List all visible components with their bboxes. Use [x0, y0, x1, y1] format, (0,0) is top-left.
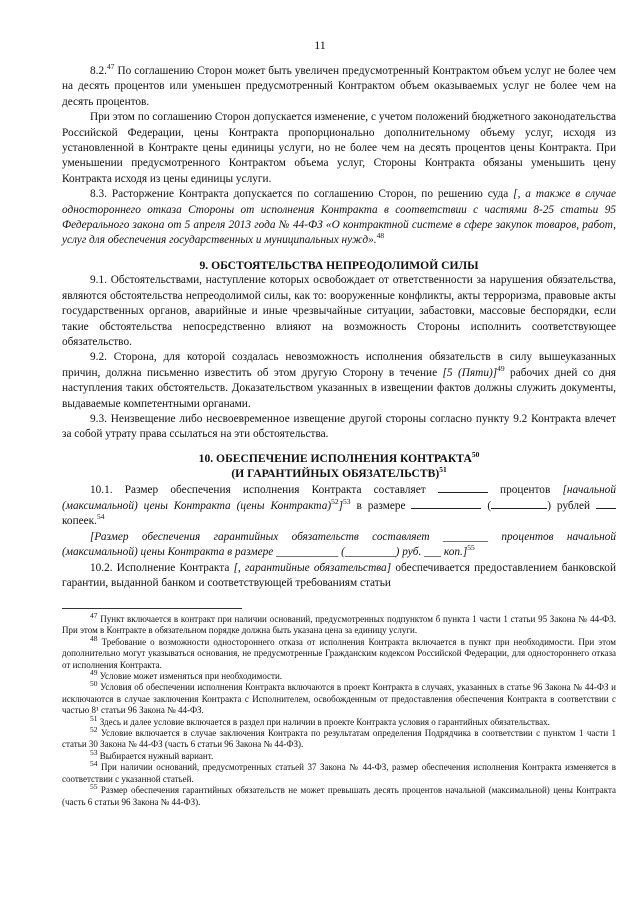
blank-amount-words-field — [491, 498, 547, 509]
footnote-ref: 52 — [331, 497, 339, 507]
footnote-ref: 48 — [376, 231, 385, 241]
paragraph-9-3: 9.3. Неизвещение либо несвоевременное извещение другой стороны согласно пункту 9.2 Контракта влечет за собой утрату права ссылаться на эти обстоятельства. — [62, 412, 616, 441]
blank-amount-field — [411, 498, 481, 509]
footnote-divider — [62, 608, 242, 609]
footnote: $^{47}$ Пункт включается в контракт при наличии оснований, предусмотренных подпунктом б пункта 1 части 1 статьи 95 Закона № 44-ФЗ. При этом в Контракте в обязательном порядке должна быть указана цена за единицу услуги. — [62, 611, 616, 636]
blank-kopeks-field — [596, 498, 616, 509]
clause-number: 8.2. — [90, 65, 107, 77]
footnote: $^{52}$ Условие включается в случае заключения Контракта по результатам определения Подрядчика в соответствии с пунктом 1 части 1 статьи 30 Закона № 44-ФЗ (часть 6 статьи 96 Закона № 44-ФЗ). — [62, 725, 616, 750]
paragraph-10-2: 10.2. Исполнение Контракта [, гарантийные обязательства] обеспечивается предоставлением банковской гарантии, выданной банком и соответствующей требованиям статьи — [62, 561, 616, 589]
paragraph-8-2: 8.2.47 По соглашению Сторон может быть увеличен предусмотренный Контрактом объем услуг не более чем на десять процентов или уменьшен предусмотренный Контрактом объем оказываемых услуг не более чем на десять процентов. — [62, 62, 616, 108]
footnote-ref: 54 — [96, 512, 105, 522]
footnote-ref: 47 — [106, 62, 115, 72]
footnote: $^{49}$ Условие может изменяться при необходимости. — [90, 668, 283, 682]
paragraph-9-1: 9.1. Обстоятельствами, наступление которых освобождает от ответственности за нарушения обязательства, являются обстоятельства непреодолимой силы, как то: вооруженные конфликты, акты терроризма, правовые акты государственных органов, аварийные и иные чрезвычайные ситуации, забастовки, массовые беспорядки, если такие обстоятельства непосредственно влияют на возможность Стороны исполнить соответствующее обязательство. — [62, 274, 616, 348]
footnote: $^{51}$ Здесь и далее условие включается в раздел при наличии в проекте Контракта условия о гарантийных обязательствах. — [90, 713, 550, 727]
italic-clause: [, а также в случае одностороннего отказа Стороны от исполнения Контракта в соответствии с частями 8-25 статьи 95 Федерального закона от 5 апреля 2013 года № 44-ФЗ «О контрактной системе в сфере закупок товаров, работ, услуг для обеспечения государственных и муниципальных нужд». — [62, 188, 617, 247]
footnote: $^{48}$ Требование о возможности одностороннего отказа от исполнения Контракта включается в пункт при необходимости. При этом дополнительно могут указываться основания, не предусмотренные Гражданским кодексом Российской Федерации, для одностороннего отказа от исполнения Контракта. — [62, 633, 616, 670]
footnote-ref: 51 — [439, 465, 447, 475]
paragraph-8-2-continued: При этом по соглашению Сторон допускается изменение, с учетом положений бюджетного законодательства Российской Федерации, цены Контракта пропорционально дополнительному объему услуг, исходя из установленной в Контракте цены единицы услуги, но не более чем на десять процентов цены Контракта. При уменьшении предусмотренного Контрактом объема услуг, Стороны Контракта обязаны уменьшить цену Контракта исходя из цены единицы услуги. — [62, 111, 616, 185]
footnote: $^{53}$ Выбирается нужный вариант. — [90, 747, 214, 761]
footnote: $^{50}$ Условия об обеспечении исполнения Контракта включаются в проект Контракта в случаях, указанных в статье 96 Закона № 44-ФЗ и исключаются в случае заключения Контракта с Исполнителем, освобожденным от предоставления обеспечения Контракта в соответствии с частью 8¹ статьи 96 Закона № 44-ФЗ. — [62, 679, 616, 716]
blank-percent-field — [438, 482, 488, 493]
main-text — [62, 64, 616, 591]
paragraph-10-1: 10.1. Размер обеспечения исполнения Контракта составляет процентов [начальной (максимальной) цены Контракта (цены Контракта)$^{52}$]$^{53}$ в размере ( ) рублей копеек.$^{54}$ — [62, 483, 616, 528]
footnote-ref: 53 — [343, 497, 351, 507]
section-heading-10: 10. ОБЕСПЕЧЕНИЕ ИСПОЛНЕНИЯ КОНТРАКТА$^{50}$ (И ГАРАНТИЙНЫХ ОБЯЗАТЕЛЬСТВ)$^{51}$ — [198, 449, 480, 481]
paragraph-10-1-warranty: [Размер обеспечения гарантийных обязательств составляет ________ процентов начальной (максимальной) цены Контракта в размере ___________ (_________) руб. ___ коп.]$^{55}$ — [62, 530, 616, 559]
footnote-ref: 50 — [471, 449, 480, 459]
paragraph-9-2: 9.2. Сторона, для которой создалась невозможность исполнения обязательств в силу вышеуказанных причин, должна письменно известить об этом другую Сторону в течение [5 (Пяти)]$^{49}$ рабочих дней со дня наступления таких обстоятельств. Доказательством указанных в извещении фактов должны служить документы, выдаваемые компетентными органами. — [62, 351, 616, 410]
footnote-ref: 55 — [467, 543, 475, 553]
footnote: $^{54}$ При наличии оснований, предусмотренных статьей 37 Закона № 44-ФЗ, размер обеспечения исполнения Контракта изменяется в соответствии с указанной статьей. — [62, 759, 616, 784]
page-number: 11 — [314, 38, 326, 52]
footnotes — [62, 611, 616, 808]
footnote: $^{55}$ Размер обеспечения гарантийных обязательств не может превышать десять процентов начальной (максимальной) цены Контракта (часть 6 статьи 96 Закона № 44-ФЗ). — [62, 782, 616, 807]
footnote-ref: 49 — [497, 363, 505, 373]
section-heading-9: 9. ОБСТОЯТЕЛЬСТВА НЕПРЕОДОЛИМОЙ СИЛЫ — [199, 258, 479, 272]
paragraph-8-3: 8.3. Расторжение Контракта допускается по соглашению Сторон, по решению суда [, а также в случае одностороннего отказа Стороны от исполнения Контракта в соответствии с частями 8-25 статьи 95 Федерального закона от 5 апреля 2013 года № 44-ФЗ «О контрактной системе в сфере закупок товаров, работ, услуг для обеспечения государственных и муниципальных нужд».$^{48}$ — [62, 188, 617, 247]
